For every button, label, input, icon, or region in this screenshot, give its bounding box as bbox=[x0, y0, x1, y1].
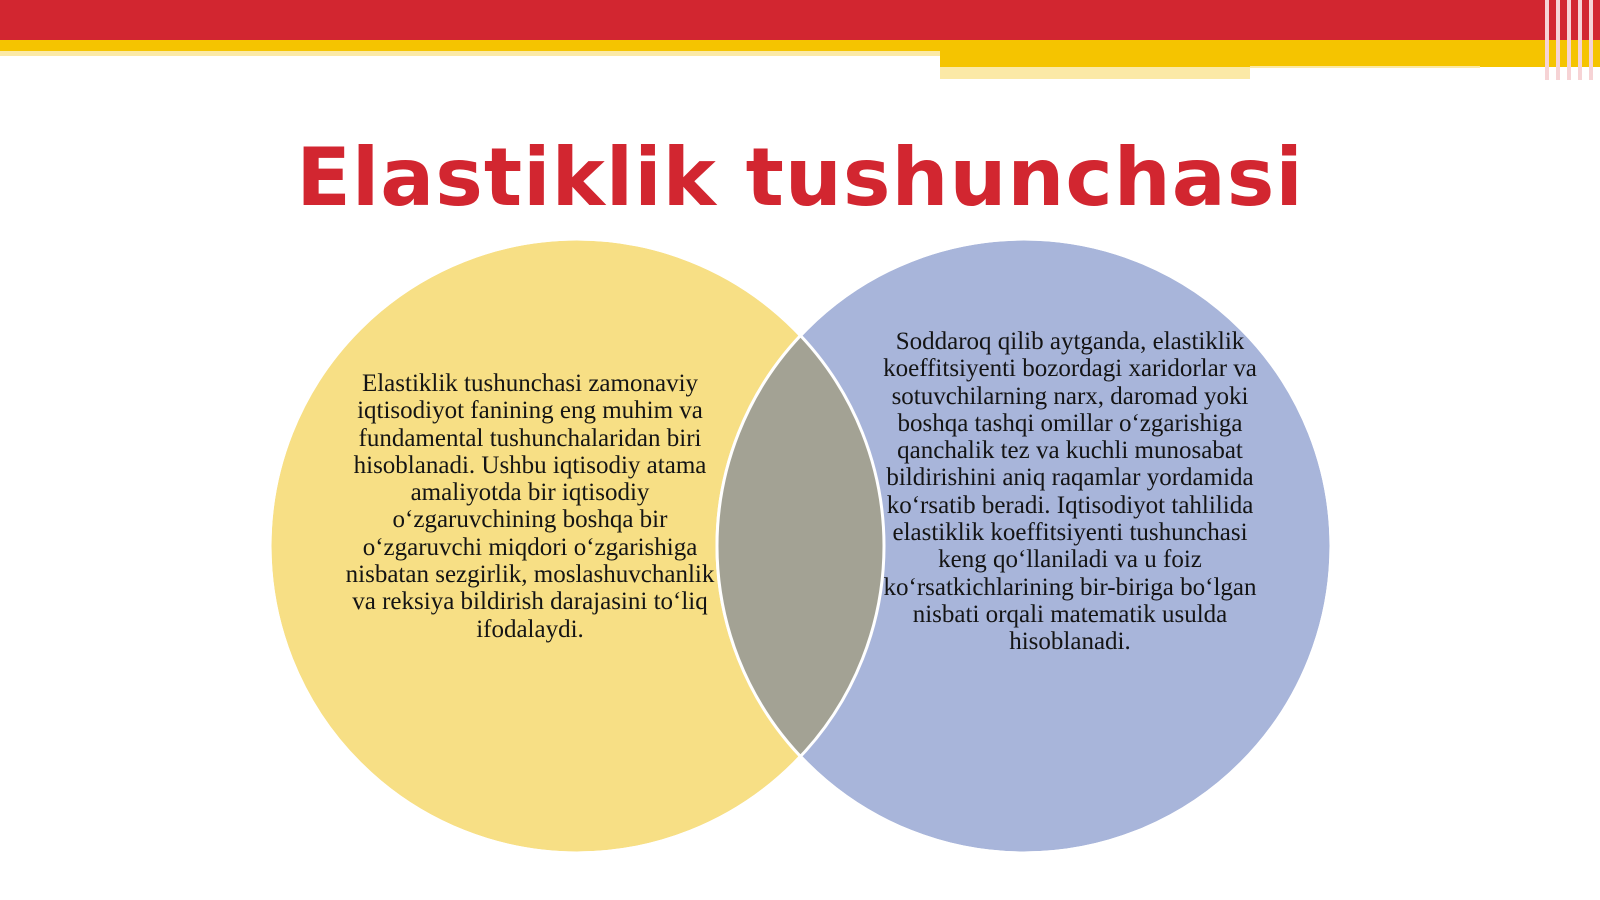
slide-title: Elastiklik tushunchasi bbox=[296, 131, 1304, 224]
left-circle-text: Elastiklik tushunchasi zamonaviy iqtisodiyot fanining eng muhim va fundamental tushunchalaridan biri hisoblanadi. Ushbu iqtisodiy atama amaliyotda bir iqtisodiy o‘zgaruvchining boshqa bir o‘zgaruvchi miqdori o‘zgarishiga nisbatan sezgirlik, moslashuvchanlik va reksiya bildirish darajasini to‘liq ifodalaydi. bbox=[345, 370, 715, 643]
right-circle-text: Soddaroq qilib aytganda, elastiklik koeffitsiyenti bozordagi xaridorlar va sotuvchilarning narx, daromad yoki boshqa tashqi omillar o‘zgarishiga qanchalik tez va kuchli munosabat bildirishini aniq raqamlar yordamida ko‘rsatib beradi. Iqtisodiyot tahlilida elastiklik koeffitsiyenti tushunchasi keng qo‘llaniladi va u foiz ko‘rsatkichlarining bir-biriga bo‘lgan nisbati orqali matematik usulda hisoblanadi. bbox=[883, 328, 1257, 656]
